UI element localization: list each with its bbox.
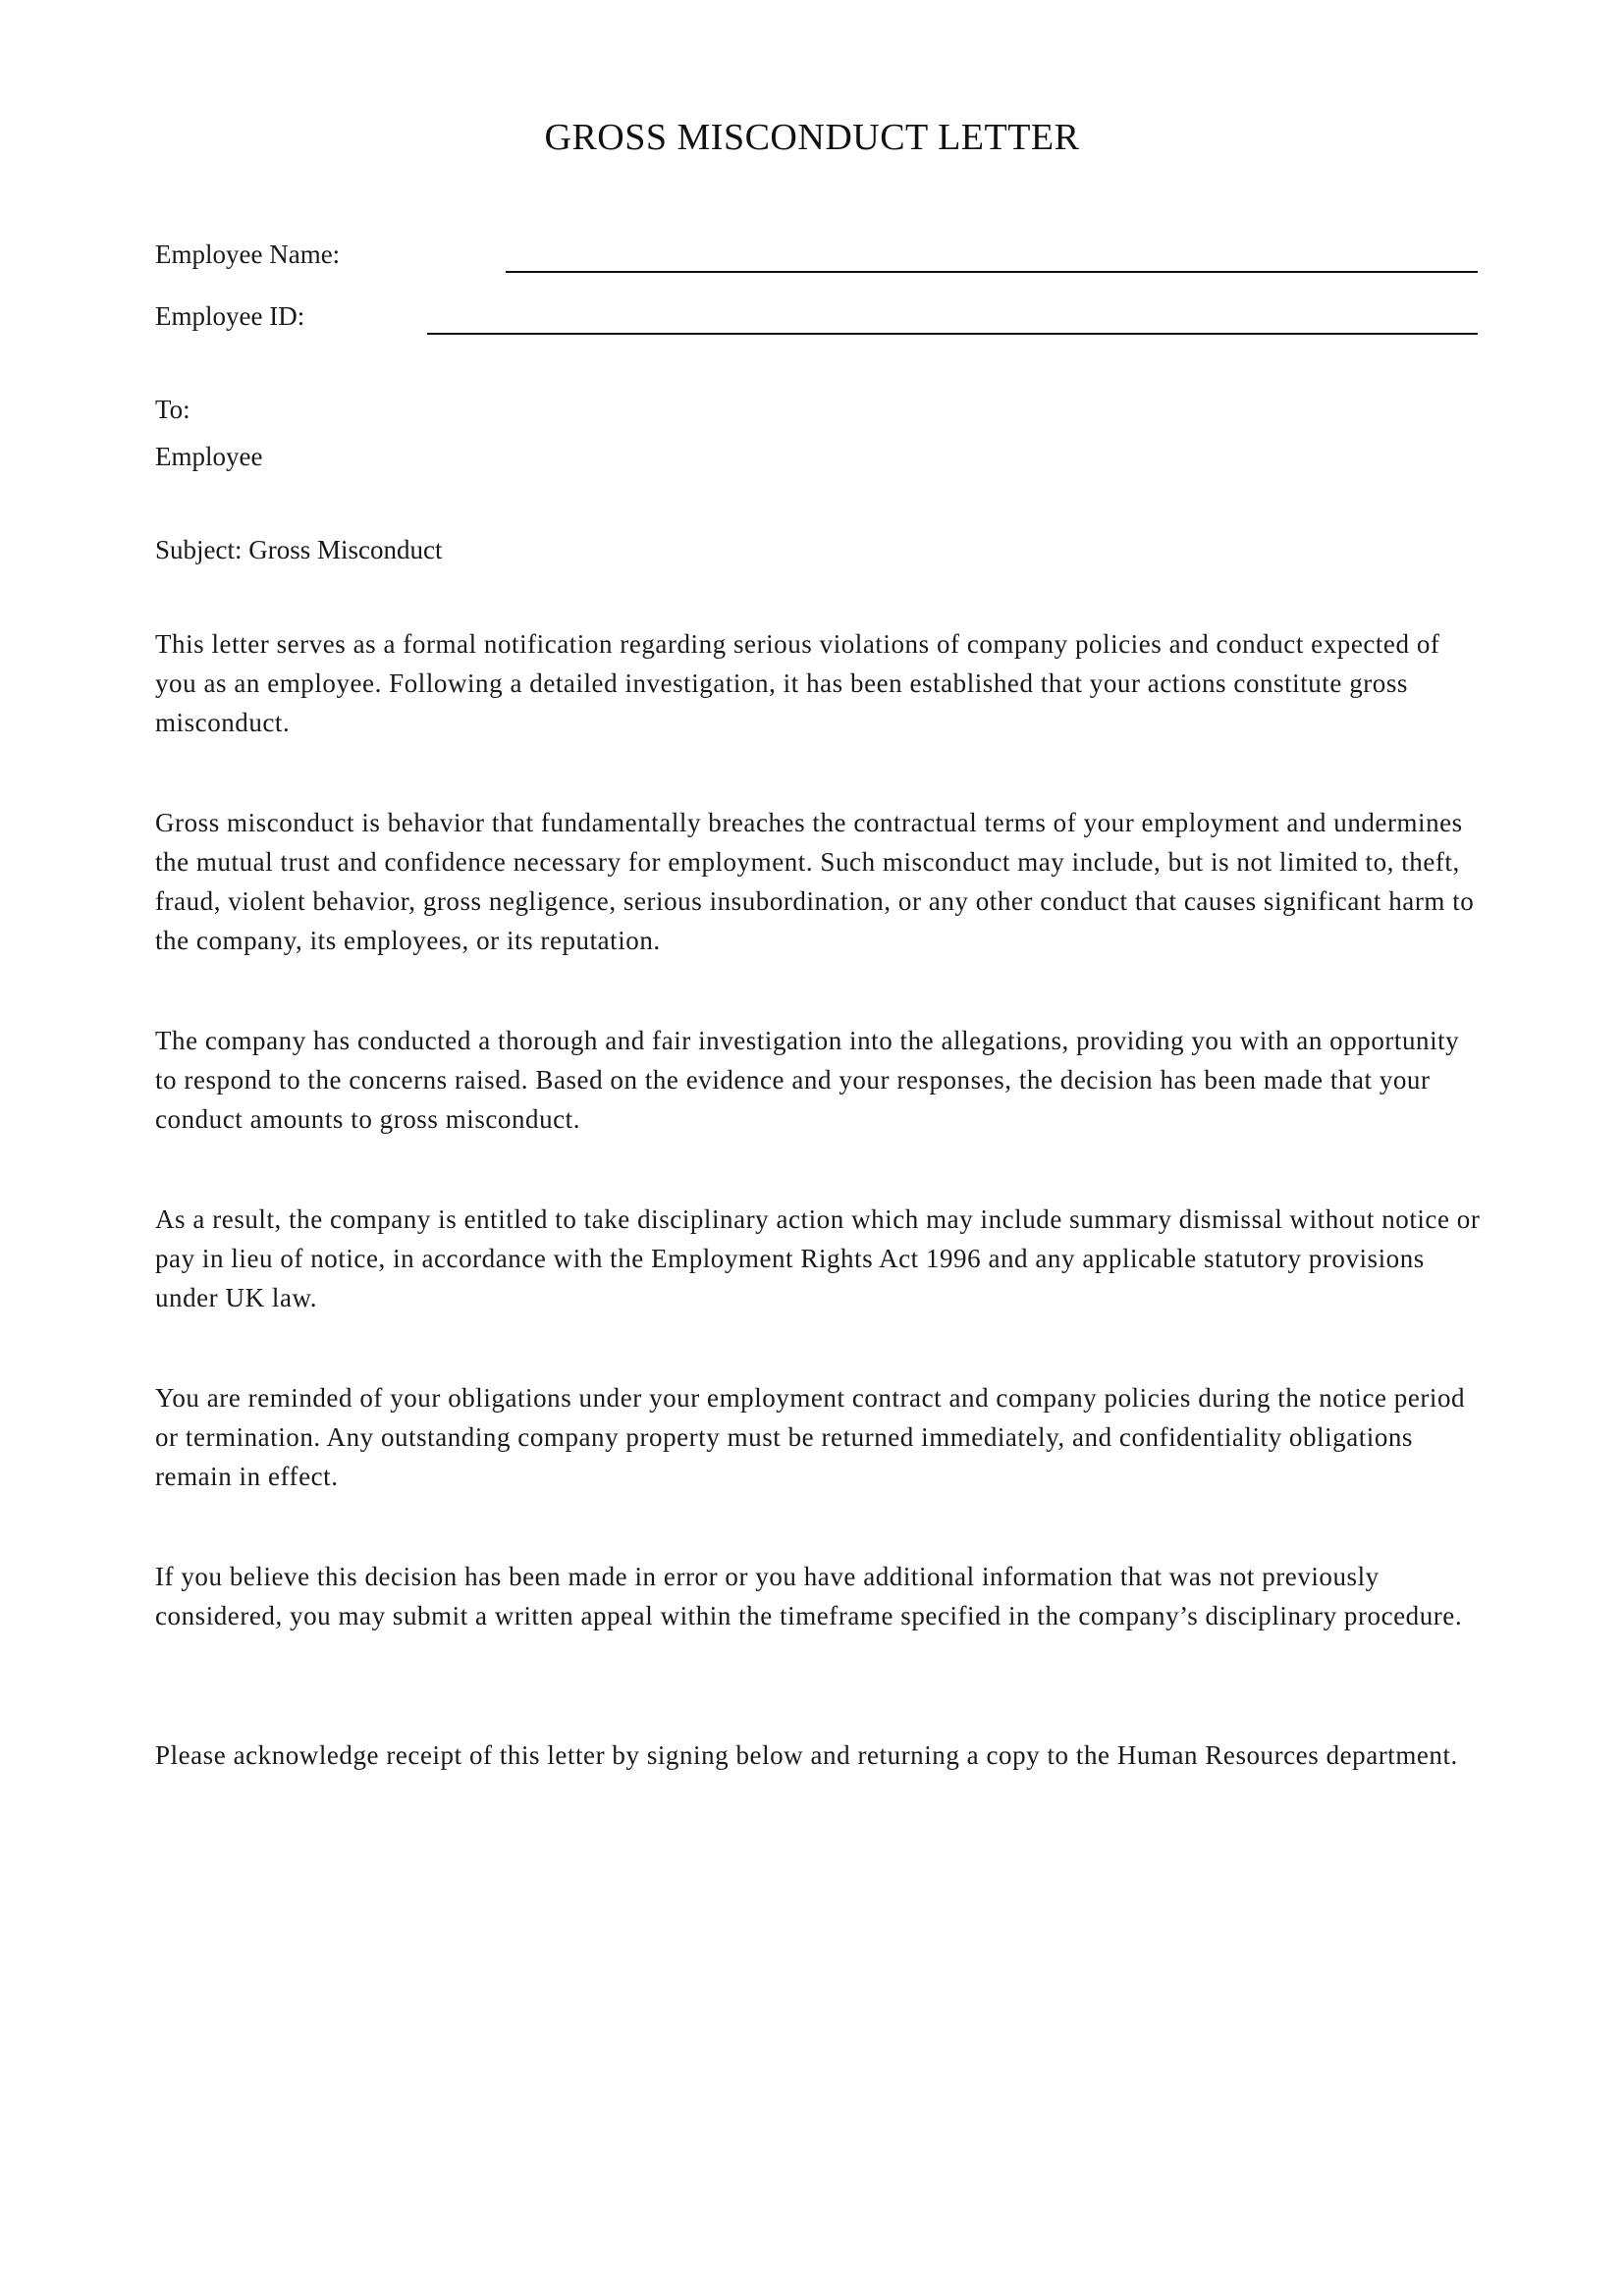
to-label: To: [155,395,190,424]
employee-name-field[interactable] [506,271,1478,273]
letter-title: GROSS MISCONDUCT LETTER [544,117,1080,158]
paragraph-notification: This letter serves as a formal notification regarding serious violations of company policies and conduct expected of you as an employee. Following a detailed investigation, it has been established that your actions constitute gross misconduct. [155,629,1440,737]
subject-line: Subject: Gross Misconduct [155,535,443,564]
employee-id-label: Employee ID: [155,301,305,331]
employee-id-field[interactable] [427,333,1478,335]
paragraph-investigation: The company has conducted a thorough and fair investigation into the allegations, providing you with an opportunity to respond to the concerns raised. Based on the evidence and your responses, the decision has been made that your conduct amounts to gross misconduct. [155,1026,1460,1134]
employee-name-label: Employee Name: [155,240,341,269]
paragraph-definition: Gross misconduct is behavior that fundamentally breaches the contractual terms of your employment and undermines the mutual trust and confidence necessary for employment. Such misconduct may include, but is not limited to, theft, fraud, violent behavior, gross negligence, serious insubordination, or any other conduct that causes significant harm to the company, its employees, or its reputation. [155,808,1475,955]
recipient: Employee [155,442,263,471]
paragraph-acknowledgement: Please acknowledge receipt of this letter by signing below and returning a copy to the Human Resources department. [155,1740,1458,1770]
paragraph-appeal: If you believe this decision has been made in error or you have additional information that was not previously considered, you may submit a written appeal within the timeframe specified in the company’s disciplinary procedure. [155,1562,1463,1630]
paragraph-obligations: You are reminded of your obligations under your employment contract and company policies during the notice period or termination. Any outstanding company property must be returned immediately, and confidentiality obligations remain in effect. [155,1383,1466,1491]
paragraph-consequences: As a result, the company is entitled to take disciplinary action which may include summary dismissal without notice or pay in lieu of notice, in accordance with the Employment Rights Act 1996 and any applicable statutory provisions under UK law. [155,1204,1481,1312]
